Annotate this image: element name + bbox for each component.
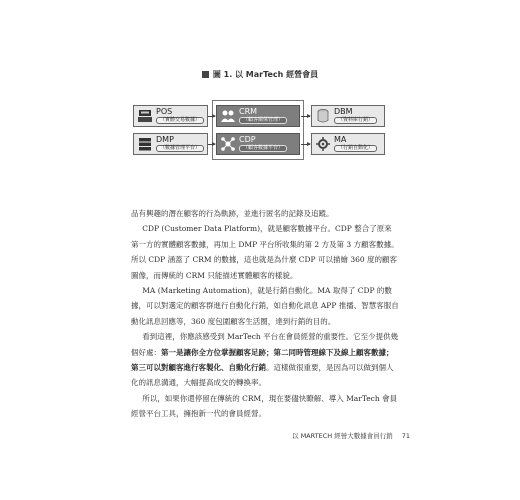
paragraph-cdp: CDP (Customer Data Platform)，就是顧客數據平台。CDP 整合了原來第一方的實體顧客數據，再加上 DMP 平台所收集的第 2 方及第 3 方顧客數據。所以 CDP 涵蓋了 CRM 的數據，這也就是為什麼 CDP 可以描繪 360 度的顧客圖像，而傳統的 CRM 只能描述實體顧客的樣貌。: [131, 224, 399, 280]
benefits-intro: 看到這裡，你應該感受到 MarTech 平台在會員經營的重要性。它至少提供幾個好處：: [131, 332, 399, 357]
arrow-dmp-to-cdp: [208, 144, 215, 145]
crm-label: CRM: [239, 107, 258, 116]
pos-box: [133, 105, 208, 127]
paragraph-1: 品有興趣的潛在顧客的行為軌跡，並進行匿名的記錄及追蹤。: [131, 209, 334, 218]
arrow-pos-to-crm: [208, 116, 215, 117]
paragraph-ma: MA (Marketing Automation)，就是行銷自動化。MA 取得了 CDP 的數據，可以對選定的顧客群進行自動化行銷，如自動化訊息 APP 推播、智慧客服自動化訊息回應等，360 度包圍顧客生活圈，達到行銷的目的。: [131, 286, 399, 326]
middle-group-frame: [212, 100, 304, 160]
martech-diagram: [133, 95, 385, 165]
gear-network-icon: [315, 136, 331, 152]
ma-sublabel: （行銷自動化）: [334, 145, 377, 152]
body-text: [131, 206, 399, 422]
dmp-sublabel: （數據管理平台）: [156, 145, 204, 152]
paragraph-benefits: [131, 329, 399, 391]
square-bullet-icon: [202, 71, 209, 78]
figure-title: [0, 69, 520, 80]
ma-label: MA: [334, 135, 347, 144]
dbm-label: DBM: [334, 107, 353, 116]
cash-register-icon: [137, 108, 153, 124]
benefits-bold: 第一是讓你全方位掌握顧客足跡；第二同時管理線下及線上顧客數據；第三可以對顧客進行客製化、自動化行銷: [131, 347, 394, 373]
page-number: 71: [401, 432, 411, 440]
page-footer: [292, 431, 410, 440]
cdp-sublabel: （顧客數據平台）: [239, 145, 287, 152]
paragraph-conclusion: 所以，如果你還停留在傳統的 CRM，現在要儘快瞭解、導入 MarTech 會員經營平台工具，擁抱新一代的會員經營。: [131, 393, 398, 419]
figure-title-text: 圖 1. 以 MarTech 經營會員: [212, 70, 319, 79]
crm-sublabel: （顧客關係管理）: [239, 117, 287, 124]
server-icon: [137, 136, 153, 152]
cdp-label: CDP: [239, 135, 256, 144]
dbm-sublabel: （資料庫行銷）: [334, 117, 377, 124]
pos-label: POS: [156, 107, 173, 116]
arrow-cdp-to-ma: [301, 144, 310, 145]
dbm-box: [311, 105, 385, 127]
dmp-label: DMP: [156, 135, 174, 144]
book-title: 以 MARTECH 經營大數據會員行銷: [292, 432, 393, 440]
dmp-box: [133, 133, 208, 155]
pos-sublabel: （實體交易數據）: [156, 117, 204, 124]
database-icon: [315, 108, 331, 124]
ma-box: [311, 133, 385, 155]
benefits-outro: 。這樣做很重要，是因為可以做到個人化的訊息溝通，大幅提高成交的轉換率。: [131, 363, 394, 388]
arrow-crm-to-dbm: [301, 116, 310, 117]
